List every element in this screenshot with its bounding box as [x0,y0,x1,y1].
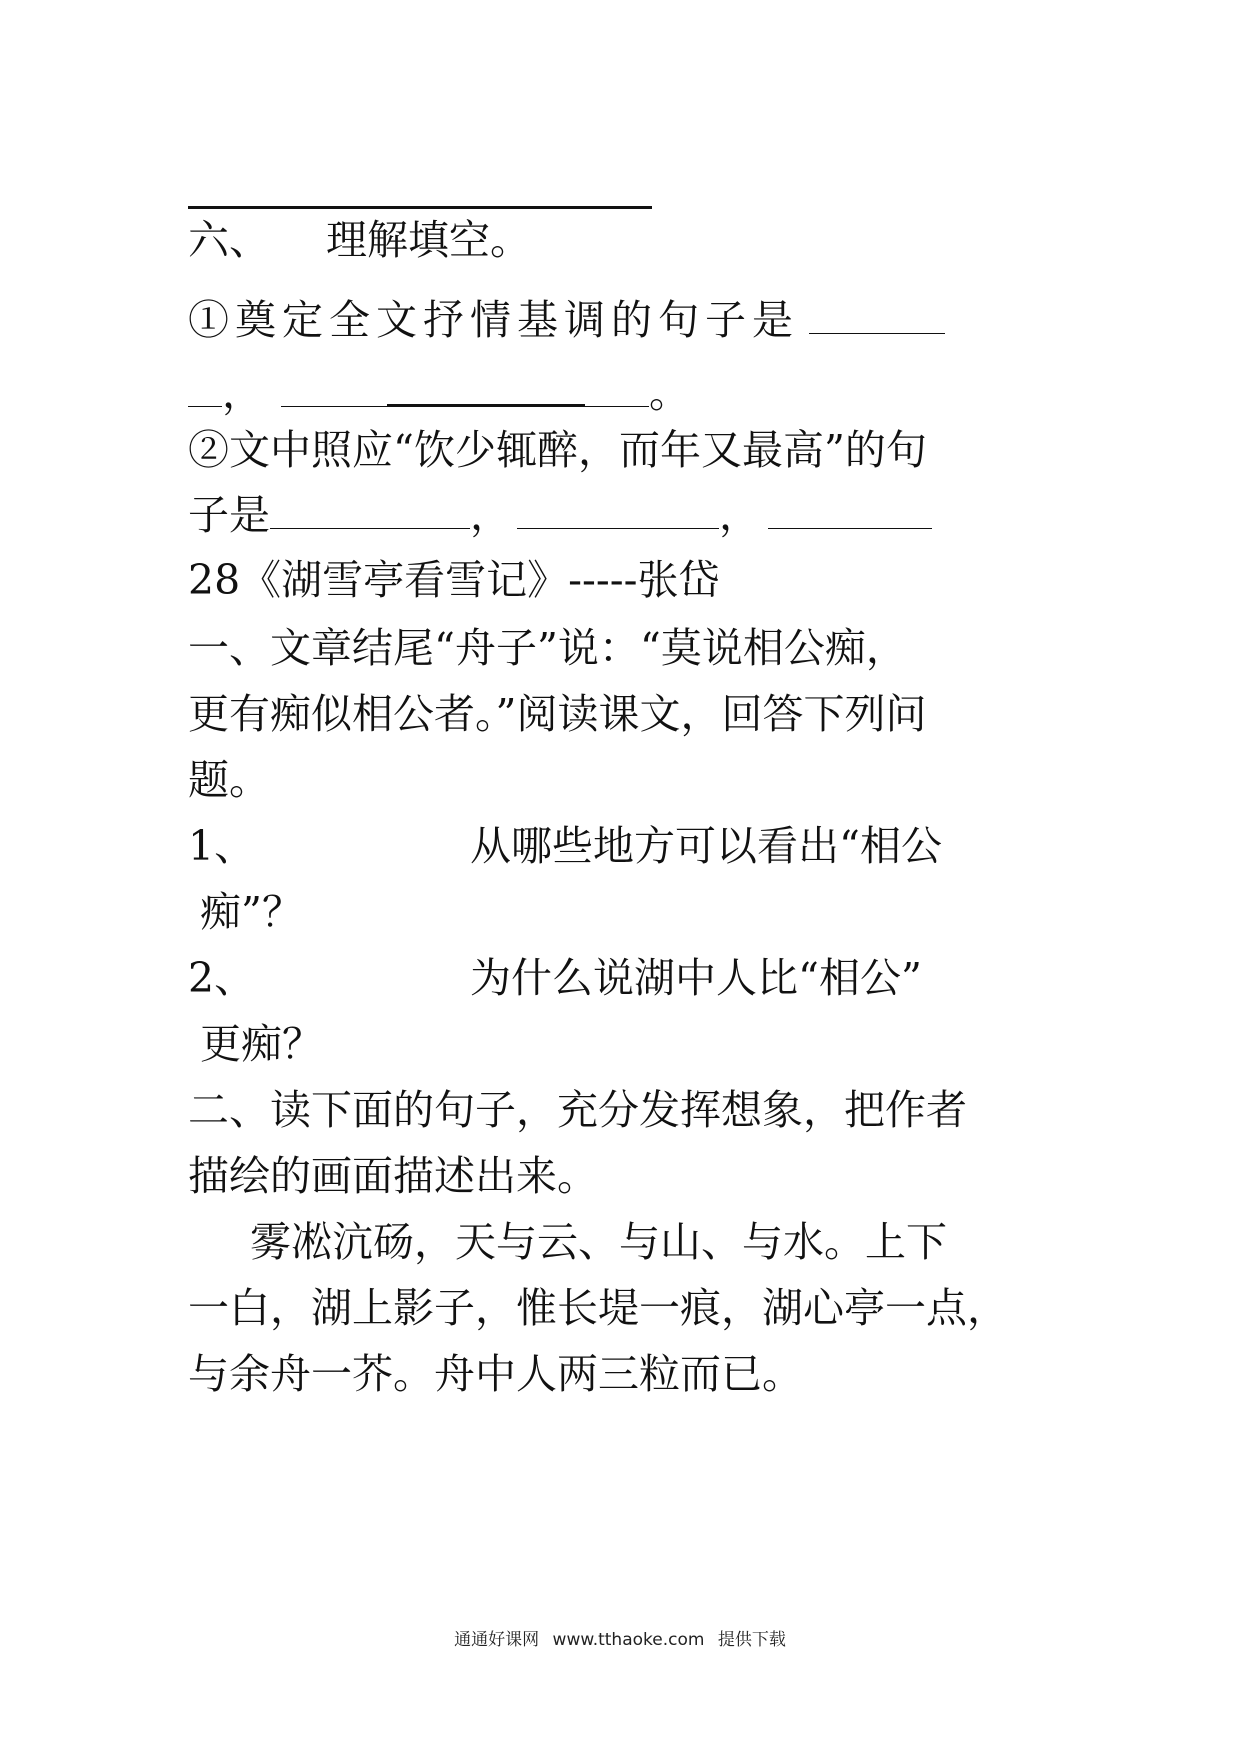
passage-line: 与余舟一芥。舟中人两三粒而已。 [188,1350,803,1398]
paragraph-line: 二、读下面的句子，充分发挥想象，把作者 [188,1086,967,1134]
fill-blank[interactable] [768,488,932,529]
question-text: 为什么说湖中人比“相公” [470,954,922,1002]
passage-line: 雾凇沆砀，天与云、与山、与水。上下 [250,1218,947,1266]
fill-blank[interactable] [281,366,387,407]
paragraph-line: 一、文章结尾“舟子”说：“莫说相公痴， [188,624,907,672]
fill-blank[interactable] [809,293,945,334]
question-line [188,487,1058,543]
paragraph-line: 描绘的画面描述出来。 [188,1152,598,1200]
question-text: 从哪些地方可以看出“相公 [470,822,942,870]
paragraph-line: 题。 [188,756,270,804]
fill-blank[interactable] [387,364,585,407]
question-line [188,364,1058,421]
question-number: 1、 [188,822,256,870]
fill-blank[interactable] [188,366,222,407]
question-text: ②文中照应“饮少辄醉，而年又最高”的句 [188,426,927,474]
question-text: 痴”？ [200,888,303,936]
punctuation: ， [222,369,263,417]
section-number: 六、 [188,216,270,264]
fill-blank[interactable] [585,366,649,407]
punctuation: ， [470,491,511,539]
question-line [188,292,1058,348]
punctuation: ， [719,491,760,539]
page-footer [0,1628,1240,1652]
fill-blank[interactable] [517,488,719,529]
question-line [188,422,1058,478]
question-text: 子是 [188,491,270,539]
footer-download-text: 提供下载 [717,1630,786,1650]
footer-url[interactable]: www.tthaoke.com [552,1630,705,1650]
question-text: ①奠定全文抒情基调的句子是 [188,296,799,344]
fill-blank[interactable] [270,488,470,529]
paragraph-line: 更有痴似相公者。”阅读课文，回答下列问 [188,690,927,738]
section-title: 理解填空。 [326,216,531,264]
lesson-title: 28《湖雪亭看雪记》-----张岱 [188,556,720,604]
punctuation: 。 [649,369,690,417]
question-text: 更痴？ [200,1020,323,1068]
section-heading [188,212,1058,268]
question-number: 2、 [188,954,256,1002]
passage-line: 一白，湖上影子，惟长堤一痕，湖心亭一点， [188,1284,1008,1332]
answer-line [188,206,652,209]
footer-site-name: 通通好课网 [454,1630,540,1650]
